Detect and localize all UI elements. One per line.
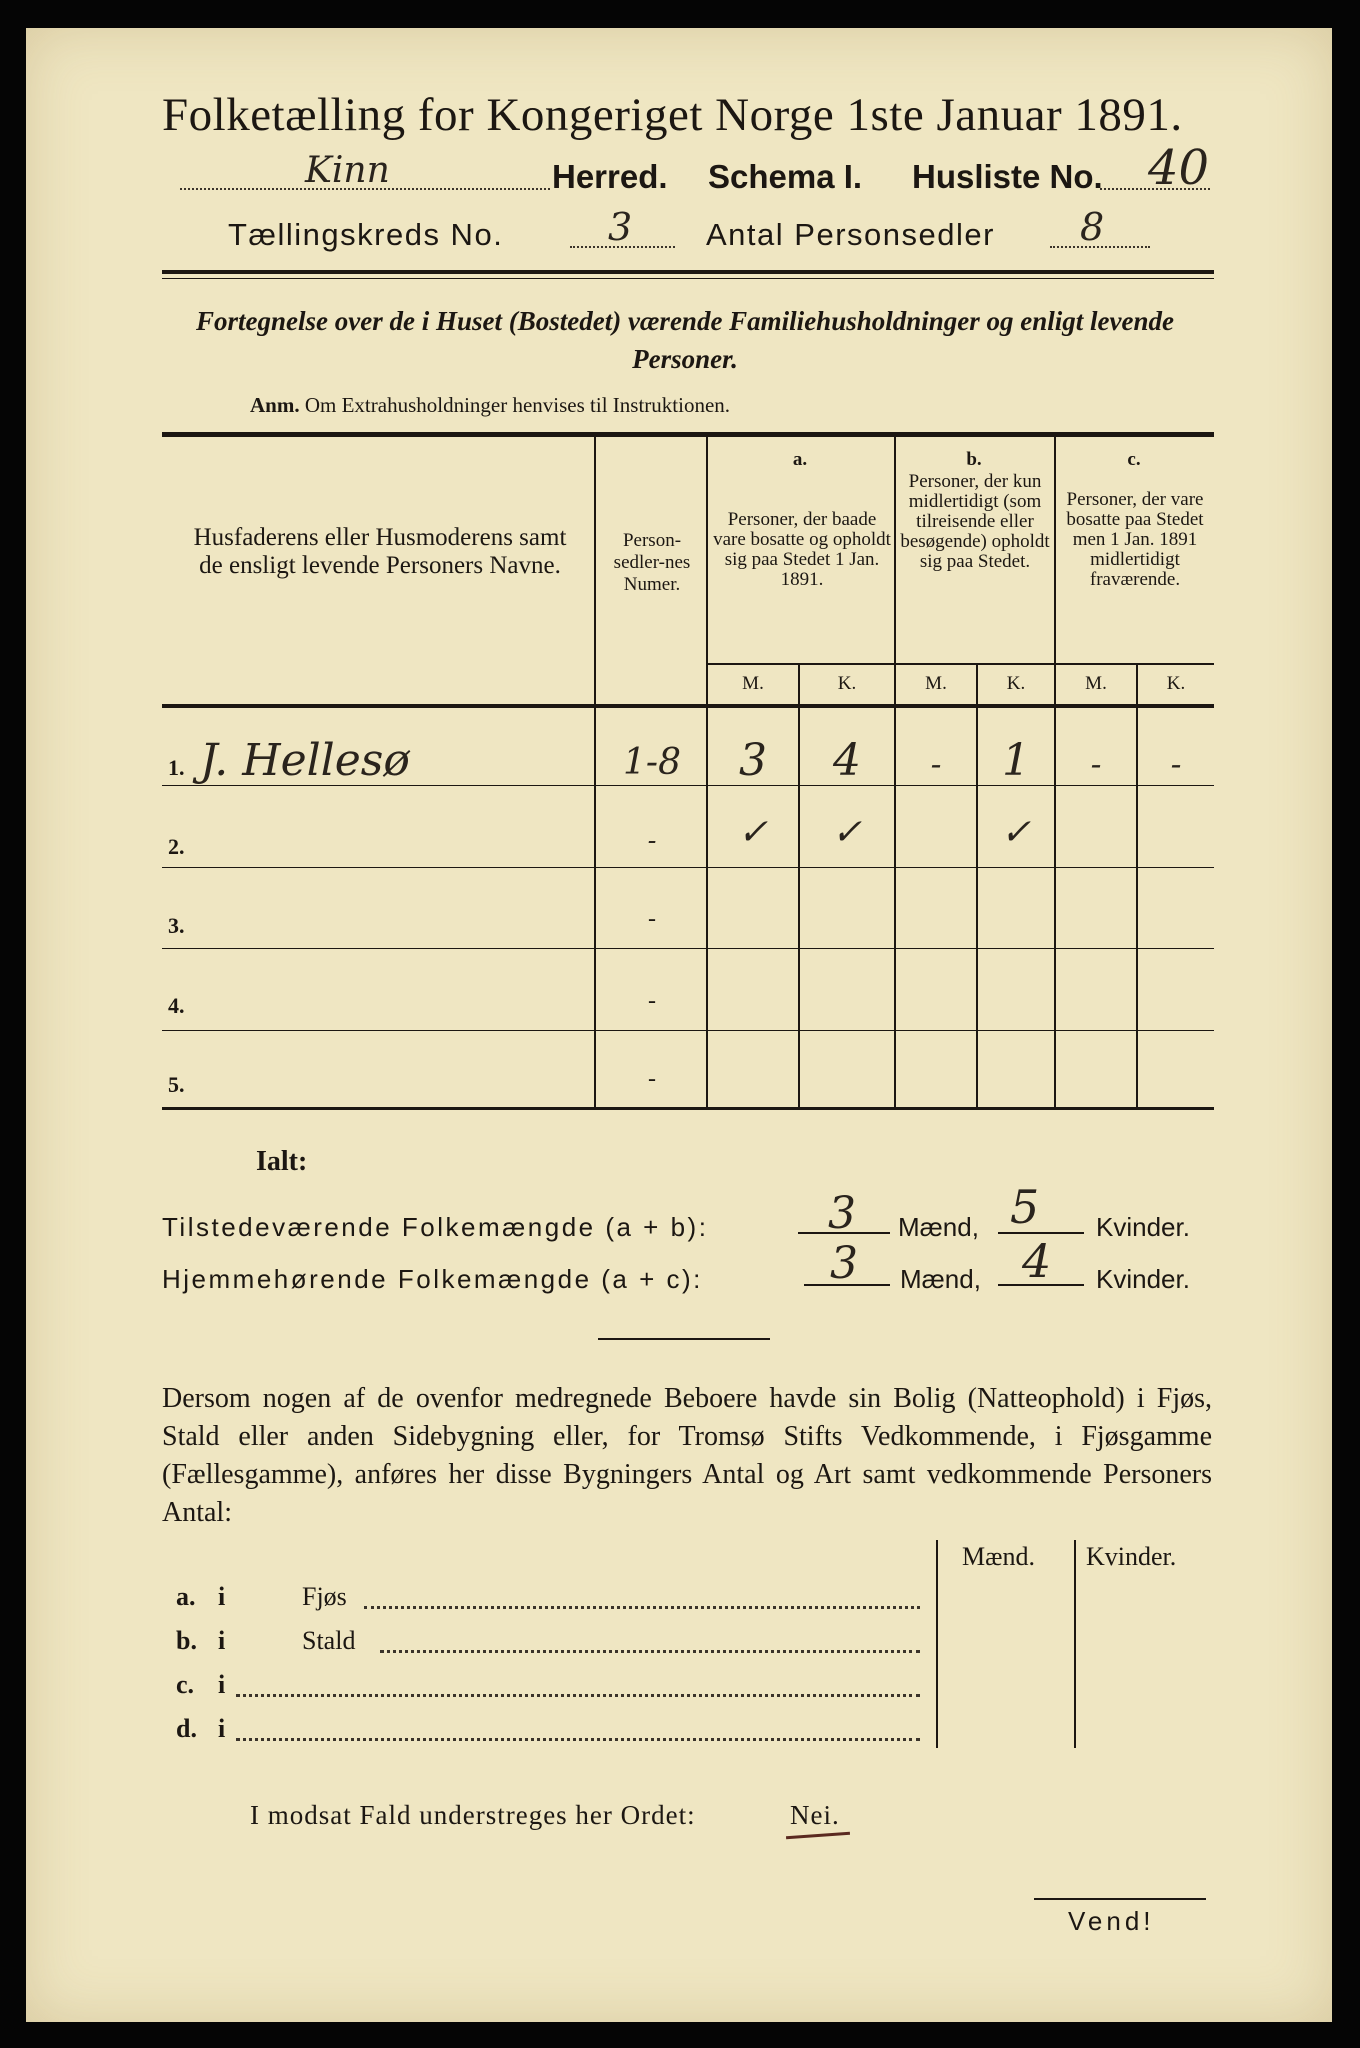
buildings-row-b-dots: [380, 1650, 920, 1653]
col-header-a-letter: a.: [792, 449, 808, 470]
intro-heading: Fortegnelse over de i Huset (Bostedet) værende Familiehusholdninger og enligt levende Personer.: [196, 306, 1174, 374]
buildings-divider-2: [1074, 1540, 1076, 1748]
schema-label: Schema I.: [708, 158, 863, 195]
tilstede-label: Tilstedeværende Folkemængde (a + b):: [162, 1212, 709, 1242]
table-header-bottom-rule: [162, 704, 1214, 708]
row-rule-2: [162, 867, 1214, 868]
hjemme-maend-value: 3: [830, 1238, 858, 1289]
row-5-numer: -: [648, 1066, 656, 1092]
col-header-names: Husfaderens eller Husmoderens samt de ensligt levende Personers Navne.: [193, 524, 567, 579]
tilstede-kvinder-label: Kvinder.: [1096, 1212, 1190, 1242]
col-divider-a-mk: [798, 663, 800, 1107]
kreds-label: Tællingskreds No.: [228, 217, 504, 252]
kreds-value: 3: [608, 205, 633, 249]
buildings-row-a-letter: a.: [176, 1582, 196, 1611]
row-4-numer: -: [648, 988, 656, 1014]
row-rule-4: [162, 1030, 1214, 1031]
footer-rule: [1034, 1898, 1206, 1900]
row-5-number: 5.: [168, 1072, 185, 1097]
row-1-c-k: -: [1170, 745, 1182, 783]
antal-label: Antal Personsedler: [706, 217, 995, 252]
buildings-row-d-dots: [236, 1738, 920, 1741]
tilstede-maend-value: 3: [828, 1188, 856, 1239]
herred-label: Herred.: [552, 158, 668, 195]
buildings-divider-1: [936, 1540, 938, 1748]
buildings-row-c-letter: c.: [176, 1670, 195, 1699]
header-rule-thick: [162, 270, 1214, 274]
buildings-row-b-prep: i: [218, 1626, 226, 1655]
buildings-kvinder-header: Kvinder.: [1086, 1542, 1177, 1571]
row-2-numer: -: [647, 826, 657, 856]
vend-label: Vend!: [1068, 1906, 1155, 1936]
col-header-c-letter: c.: [1127, 449, 1141, 470]
anm-label: Anm.: [250, 393, 300, 417]
husliste-label: Husliste No.: [912, 158, 1103, 195]
row-1-number: 1.: [168, 755, 185, 780]
nei-word: Nei.: [790, 1800, 840, 1830]
a-k-header: K.: [837, 673, 857, 694]
row-1-name: J. Hellesø: [200, 735, 410, 786]
c-m-header: M.: [1085, 673, 1107, 694]
husliste-value: 40: [1148, 140, 1210, 196]
buildings-row-c-dots: [236, 1694, 920, 1697]
hjemme-kvinder-value: 4: [1022, 1234, 1052, 1288]
b-k-header: K.: [1006, 673, 1026, 694]
modsat-text: I modsat Fald understreges her Ordet:: [250, 1800, 696, 1830]
row-2-a-m: ✓: [737, 812, 769, 853]
col-header-b-letter: b.: [966, 449, 982, 470]
hjemme-kvinder-label: Kvinder.: [1096, 1264, 1190, 1294]
buildings-row-d-prep: i: [218, 1714, 226, 1743]
buildings-row-c-prep: i: [218, 1670, 226, 1699]
row-2-number: 2.: [168, 834, 185, 859]
row-1-c-m: -: [1090, 745, 1102, 783]
herred-value: Kinn: [305, 150, 390, 191]
row-3-number: 3.: [168, 913, 185, 938]
b-m-header: M.: [925, 673, 947, 694]
row-1-b-m: -: [930, 745, 942, 783]
anm-note: [250, 393, 730, 418]
table-top-rule: [162, 432, 1214, 437]
row-1-b-k: 1: [1002, 735, 1030, 786]
col-divider-c-mk: [1136, 663, 1138, 1107]
buildings-paragraph: Dersom nogen af de ovenfor medregnede Beboere havde sin Bolig (Natteophold) i Fjøs, Stald eller anden Sidebygning eller, for Tromsø Stifts Vedkommende, i Fjøsgamme (Fællesgamme), anføres her disse Bygningers Antal og Art samt vedkommende Personers Antal:: [162, 1383, 1212, 1528]
row-2-b-k: ✓: [1000, 812, 1032, 853]
c-k-header: K.: [1166, 673, 1186, 694]
ialt-label: Ialt:: [256, 1146, 308, 1177]
row-1-a-m: 3: [739, 735, 767, 786]
buildings-row-a-name: Fjøs: [302, 1582, 347, 1611]
buildings-row-a-prep: i: [218, 1582, 226, 1611]
buildings-row-a-dots: [364, 1606, 920, 1609]
a-m-header: M.: [742, 673, 764, 694]
col-header-c: Personer, der vare bosatte paa Stedet men 1 Jan. 1891 midlertidigt fraværende.: [1066, 489, 1204, 590]
buildings-row-b-name: Stald: [302, 1626, 356, 1655]
row-3-numer: -: [648, 906, 656, 932]
hjemme-maend-label: Mænd,: [900, 1264, 981, 1294]
header-rule-thin: [162, 278, 1214, 279]
tilstede-kvinder-value: 5: [1010, 1180, 1040, 1234]
row-4-number: 4.: [168, 993, 185, 1018]
buildings-maend-header: Mænd.: [962, 1542, 1035, 1571]
row-1-numer: 1-8: [623, 742, 681, 783]
row-rule-3: [162, 948, 1214, 949]
section-divider: [598, 1338, 770, 1340]
col-header-b: Personer, der kun midlertidigt (som tilreisende eller besøgende) opholdt sig paa Stedet.: [900, 471, 1050, 572]
buildings-row-d-letter: d.: [176, 1714, 197, 1743]
buildings-row-b-letter: b.: [176, 1626, 197, 1655]
anm-text: Om Extrahusholdninger henvises til Instruktionen.: [304, 393, 731, 417]
row-1-a-k: 4: [833, 735, 861, 786]
hjemme-label: Hjemmehørende Folkemængde (a + c):: [162, 1264, 703, 1294]
table-bottom-rule: [162, 1107, 1214, 1110]
col-header-a: Personer, der baade vare bosatte og opholdt sig paa Stedet 1 Jan. 1891.: [713, 509, 891, 590]
col-header-numer: Person-sedler-nes Numer.: [613, 530, 691, 595]
row-2-a-k: ✓: [831, 812, 863, 853]
col-divider-b-mk: [976, 663, 978, 1107]
antal-value: 8: [1080, 205, 1105, 249]
col-divider-names: [594, 437, 596, 1107]
form-title: Folketælling for Kongeriget Norge 1ste Januar 1891.: [162, 89, 1183, 141]
tilstede-maend-label: Mænd,: [898, 1212, 979, 1242]
